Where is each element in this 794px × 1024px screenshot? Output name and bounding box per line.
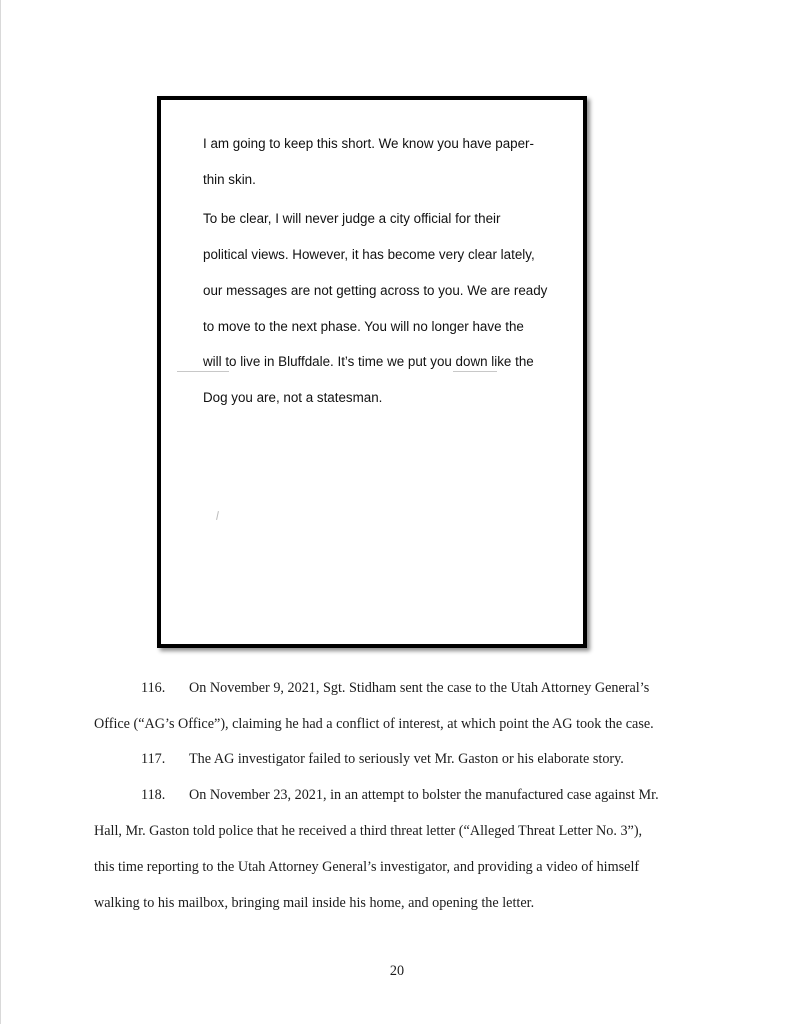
paragraph-117 (141, 750, 624, 768)
paragraph-text: On November 9, 2021, Sgt. Stidham sent the case to the Utah Attorney General’s (189, 680, 650, 696)
paragraph-118-continued: this time reporting to the Utah Attorney General’s investigator, and providing a video of himself (94, 859, 640, 875)
paragraph-number: 116. (141, 680, 166, 696)
letter-line: To be clear, I will never judge a city official for their (203, 211, 501, 226)
paragraph-text: On November 23, 2021, in an attempt to bolster the manufactured case against Mr. (189, 787, 659, 803)
paragraph-number: 118. (141, 787, 166, 803)
threat-letter-image (157, 96, 587, 648)
paragraph-text: The AG investigator failed to seriously vet Mr. Gaston or his elaborate story. (189, 751, 624, 767)
letter-line: political views. However, it has become very clear lately, (203, 247, 535, 262)
letter-line: Dog you are, not a statesman. (203, 390, 383, 405)
letter-line: thin skin. (203, 172, 256, 187)
letter-line: to move to the next phase. You will no longer have the (203, 319, 524, 334)
letter-line: our messages are not getting across to you. We are ready (203, 283, 548, 298)
paragraph-118 (141, 786, 659, 804)
page-number: 20 (389, 963, 405, 979)
paragraph-number: 117. (141, 751, 166, 767)
letter-line: I am going to keep this short. We know you have paper- (203, 136, 534, 151)
paragraph-118-continued: walking to his mailbox, bringing mail inside his home, and opening the letter. (94, 895, 535, 911)
page-edge (0, 0, 1, 1024)
letter-line: will to live in Bluffdale. It’s time we put you down like the (203, 354, 534, 369)
scan-artifact (177, 371, 229, 372)
paragraph-116-continued: Office (“AG’s Office”), claiming he had a conflict of interest, at which point the AG took the case. (94, 716, 654, 732)
paragraph-118-continued: Hall, Mr. Gaston told police that he received a third threat letter (“Alleged Threat Letter No. 3”), (94, 823, 643, 839)
scan-artifact (216, 511, 219, 520)
paragraph-116 (141, 679, 649, 697)
scan-artifact (453, 371, 497, 372)
